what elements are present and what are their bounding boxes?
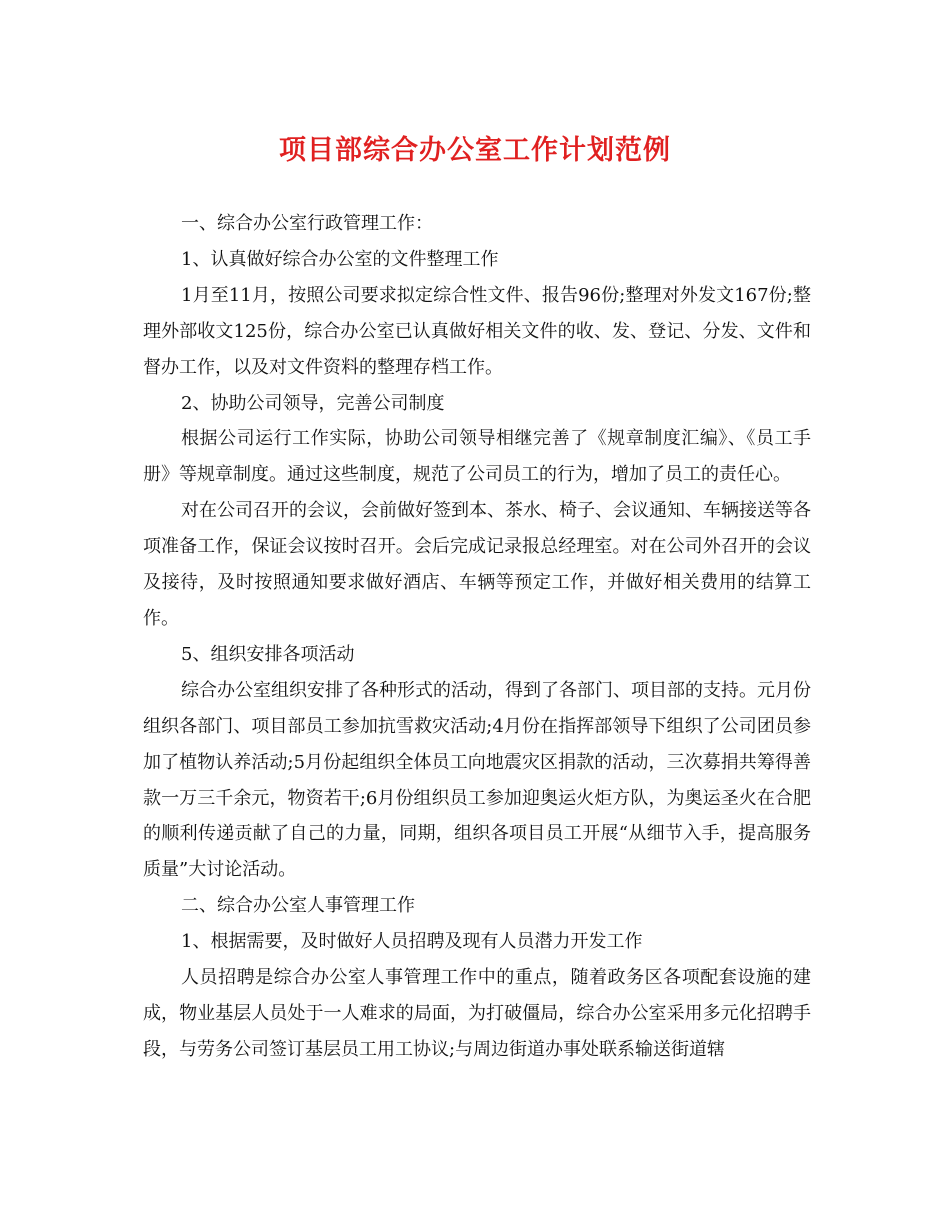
paragraph-file-organization: 1月至11月，按照公司要求拟定综合性文件、报告96份;整理对外发文167份;整理外部收文125份，综合办公室已认真做好相关文件的收、发、登记、分发、文件和督办工作，以及对文件资料的整理存档工作。	[143, 284, 811, 378]
paragraph-company-system: 根据公司运行工作实际，协助公司领导相继完善了《规章制度汇编》、《员工手册》等规章制度。通过这些制度，规范了公司员工的行为，增加了员工的责任心。	[143, 428, 811, 486]
paragraph-recruitment: 人员招聘是综合办公室人事管理工作中的重点，随着政务区各项配套设施的建成，物业基层人员处于一人难求的局面，为打破僵局，综合办公室采用多元化招聘手段，与劳务公司签订基层员工用工协议;与周边街道办事处联系输送街道辖	[143, 967, 811, 1060]
item-heading-company-system: 2、协助公司领导，完善公司制度	[181, 392, 445, 414]
item-heading-file-organization: 1、认真做好综合办公室的文件整理工作	[181, 248, 499, 270]
section-heading-personnel: 二、综合办公室人事管理工作	[181, 895, 415, 917]
paragraph-meetings: 对在公司召开的会议，会前做好签到本、茶水、椅子、会议通知、车辆接送等各项准备工作，保证会议按时召开。会后完成记录报总经理室。对在公司外召开的会议及接待，及时按照通知要求做好酒店、车辆等预定工作，并做好相关费用的结算工作。	[143, 500, 811, 629]
paragraph-activities: 综合办公室组织安排了各种形式的活动，得到了各部门、项目部的支持。元月份组织各部门、项目部员工参加抗雪救灾活动;4月份在指挥部领导下组织了公司团员参加了植物认养活动;5月份起组织全体员工向地震灾区捐款的活动，三次募捐共筹得善款一万三千余元，物资若干;6月份组织员工参加迎奥运火炬方队，为奥运圣火在合肥的顺利传递贡献了自己的力量，同期，组织各项目员工开展“从细节入手，提高服务质量”大讨论活动。	[143, 679, 811, 881]
item-heading-activities: 5、组织安排各项活动	[181, 643, 355, 665]
item-heading-recruitment: 1、根据需要，及时做好人员招聘及现有人员潜力开发工作	[181, 931, 643, 953]
document-title: 项目部综合办公室工作计划范例	[279, 135, 671, 166]
section-heading-admin: 一、综合办公室行政管理工作：	[181, 213, 433, 234]
document-body	[143, 206, 811, 1068]
